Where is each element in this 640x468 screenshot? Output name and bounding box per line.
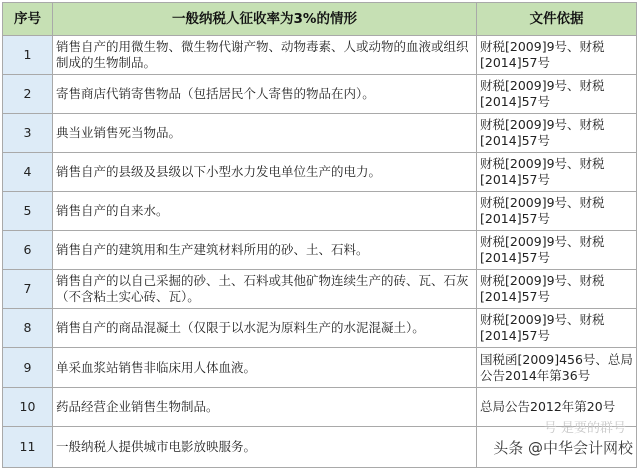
- row-document: 财税[2009]9号、财税[2014]57号: [477, 192, 637, 231]
- header-no: 序号: [3, 3, 53, 36]
- row-description: 寄售商店代销寄售物品（包括居民个人寄售的物品在内）。: [53, 75, 477, 114]
- table-row: [3, 270, 637, 309]
- table-row: [3, 309, 637, 348]
- table-row: [3, 388, 637, 427]
- table-row: [3, 153, 637, 192]
- header-document-basis: 文件依据: [477, 3, 637, 36]
- tax-rate-table: [2, 2, 637, 468]
- row-description: 典当业销售死当物品。: [53, 114, 477, 153]
- row-description: 销售自产的以自己采掘的砂、土、石料或其他矿物连续生产的砖、瓦、石灰（不含粘土实心砖、瓦）。: [53, 270, 477, 309]
- row-number: 8: [3, 309, 53, 348]
- row-document: 财税[2009]9号、财税[2014]57号: [477, 75, 637, 114]
- row-document: 财税[2009]9号、财税[2014]57号: [477, 270, 637, 309]
- row-number: 3: [3, 114, 53, 153]
- row-number: 5: [3, 192, 53, 231]
- row-number: 4: [3, 153, 53, 192]
- header-description: 一般纳税人征收率为3%的情形: [53, 3, 477, 36]
- row-number: 9: [3, 348, 53, 388]
- table-header-row: [3, 3, 637, 36]
- row-document: 财税[2009]9号、财税[2014]57号: [477, 36, 637, 75]
- table-row: [3, 36, 637, 75]
- row-document: 财税[2009]9号、财税[2014]57号: [477, 114, 637, 153]
- row-description: 销售自产的县级及县级以下小型水力发电单位生产的电力。: [53, 153, 477, 192]
- row-number: 10: [3, 388, 53, 427]
- row-document: 财税[2009]9号、财税[2014]57号: [477, 231, 637, 270]
- row-number: 2: [3, 75, 53, 114]
- row-number: 7: [3, 270, 53, 309]
- table-row: [3, 231, 637, 270]
- row-description: 销售自产的自来水。: [53, 192, 477, 231]
- source-watermark: 头条 @中华会计网校: [490, 437, 636, 458]
- table-row: [3, 348, 637, 388]
- table-row: [3, 192, 637, 231]
- row-description: 药品经营企业销售生物制品。: [53, 388, 477, 427]
- row-document: 总局公告2012年第20号: [477, 388, 637, 427]
- row-description: 单采血浆站销售非临床用人体血液。: [53, 348, 477, 388]
- row-number: 11: [3, 427, 53, 468]
- row-number: 6: [3, 231, 53, 270]
- row-document: 财税[2009]9号、财税[2014]57号: [477, 309, 637, 348]
- row-description: 销售自产的商品混凝土（仅限于以水泥为原料生产的水泥混凝土）。: [53, 309, 477, 348]
- row-document: 国税函[2009]456号、总局公告2014年第36号: [477, 348, 637, 388]
- table-row: [3, 114, 637, 153]
- table-row: [3, 75, 637, 114]
- row-description: 一般纳税人提供城市电影放映服务。: [53, 427, 477, 468]
- row-description: 销售自产的用微生物、微生物代谢产物、动物毒素、人或动物的血液或组织制成的生物制品。: [53, 36, 477, 75]
- row-description: 销售自产的建筑用和生产建筑材料所用的砂、土、石料。: [53, 231, 477, 270]
- faint-watermark: 号 是要的群号: [543, 421, 626, 436]
- row-number: 1: [3, 36, 53, 75]
- row-document: 财税[2009]9号、财税[2014]57号: [477, 153, 637, 192]
